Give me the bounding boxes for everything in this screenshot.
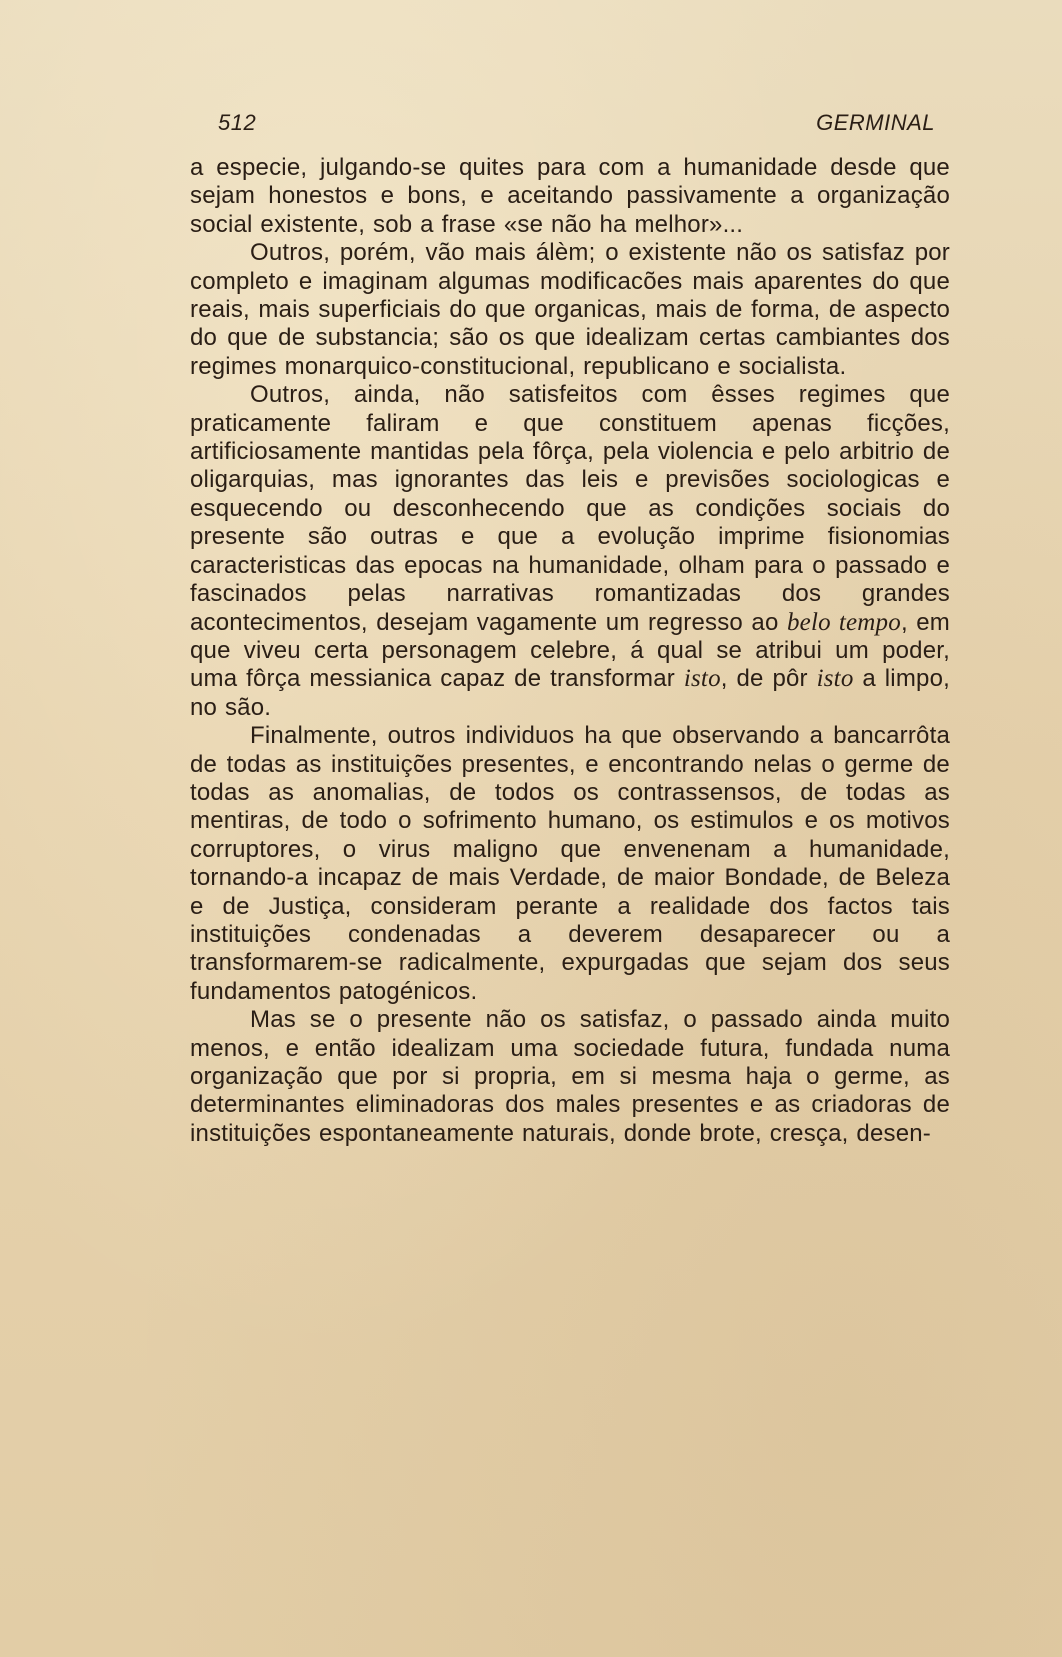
running-title: GERMINAL (816, 110, 935, 135)
emphasis-isto-2: isto (816, 665, 854, 693)
paragraph-3 (190, 381, 950, 722)
paragraph-3-text-1: Outros, ainda, não satisfeitos com êsses regimes que praticamente faliram e que constituem apenas ficções, artificiosamente mantidas pela fôrça, pela violencia e pelo arbitrio de oligarquias, mas ignorantes das leis e previsões sociologicas e esquecendo ou desconhecendo que as condições sociais do presente são outras e que a evolução imprime fisionomias caracteristicas das epocas na humanidade, olham para o passado e fascinados pelas narrativas romantizadas dos grandes acontecimentos, desejam vagamente um regresso ao (190, 381, 950, 636)
paragraph-3-text-4: a limpo, no são. (190, 665, 950, 721)
body-text (190, 154, 950, 1148)
paragraph-4: Finalmente, outros individuos ha que observando a bancarrôta de todas as instituições presentes, e encontrando nelas o germe de todas as anomalias, de todos os contrassensos, de todas as mentiras, de todo o sofrimento humano, os estimulos e os motivos corruptores, o virus maligno que envenenam a humanidade, tornando-a incapaz de mais Verdade, de maior Bondade, de Beleza e de Justiça, consideram perante a realidade dos factos tais instituições condenadas a deverem desaparecer ou a transformarem-se radicalmente, expurgadas que sejam dos seus fundamentos patogénicos. (190, 722, 950, 1005)
emphasis-belo-tempo: belo tempo (786, 608, 901, 636)
paragraph-5: Mas se o presente não os satisfaz, o passado ainda muito menos, e então idealizam uma sociedade futura, fundada numa organização que por si propria, em si mesma haja o germe, as determinantes eliminadoras dos males presentes e as criadoras de instituições espontaneamente naturais, donde brote, cresça, desen- (190, 1006, 950, 1147)
paragraph-3-text-2: , em que viveu certa personagem celebre, á qual se atribui um poder, uma fôrça messianica capaz de transformar (190, 608, 950, 693)
emphasis-isto-1: isto (683, 665, 721, 693)
running-header (218, 108, 935, 138)
paragraph-1: a especie, julgando-se quites para com a humanidade desde que sejam honestos e bons, e aceitando passivamente a organização social existente, sob a frase «se não ha melhor»... (190, 154, 950, 238)
page-number: 512 (218, 110, 257, 135)
paragraph-2: Outros, porém, vão mais álèm; o existente não os satisfaz por completo e imaginam algumas modificacões mais aparentes do que reais, mais superficiais do que organicas, mais de forma, de aspecto do que de substancia; são os que idealizam certas cambiantes dos regimes monarquico-constitucional, republicano e socialista. (190, 239, 950, 380)
paragraph-3-text-3: , de pôr (720, 665, 817, 693)
